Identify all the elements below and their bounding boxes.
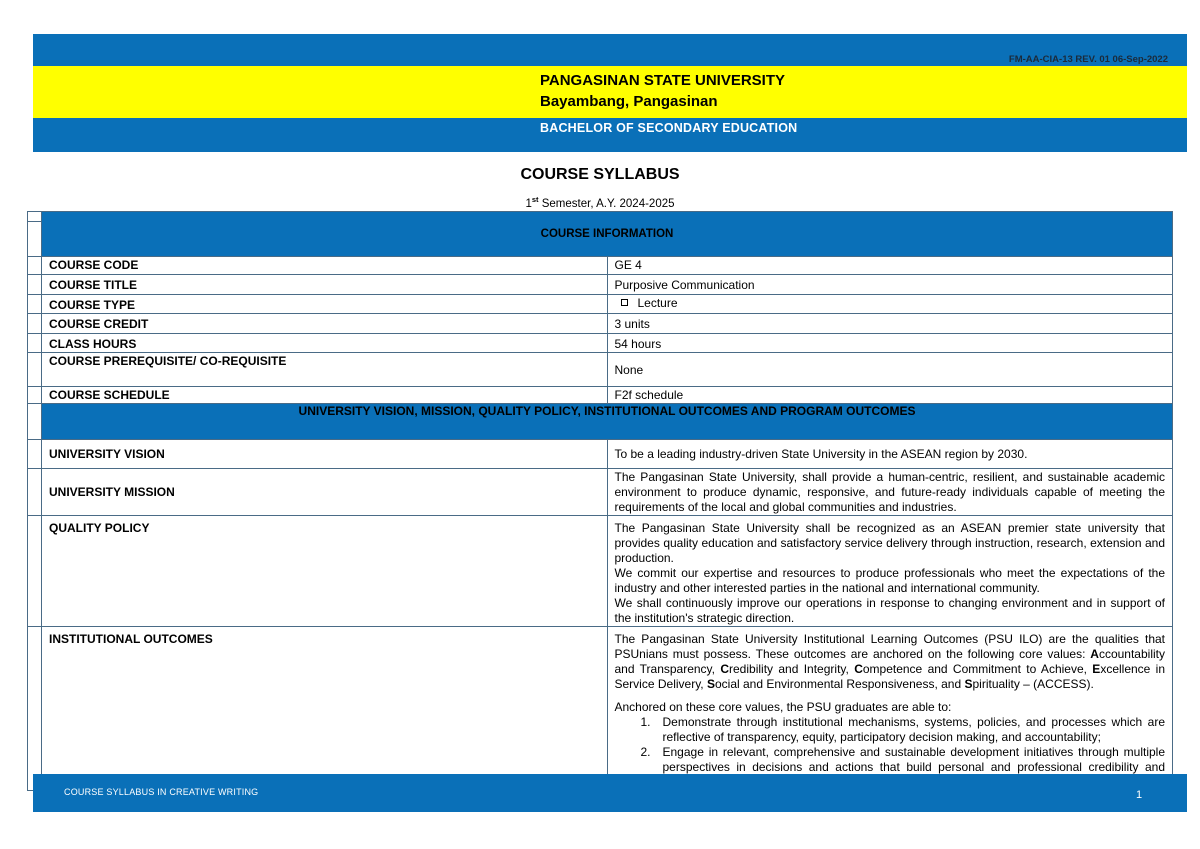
list-item: 2. Engage in relevant, comprehensive and sustainable development initiatives through multiple perspectives in decisions and actions that build personal and professional credibility and	[640, 745, 1165, 774]
vision-text: To be a leading industry-driven State University in the ASEAN region by 2030.	[607, 440, 1173, 469]
row-prerequisite	[28, 353, 1173, 387]
class-hours-value: 54 hours	[607, 334, 1173, 353]
quality-paragraph-1: The Pangasinan State University shall be recognized as an ASEAN premier state university that provides quality education and satisfactory service delivery through instruction, research, extension and production.	[614, 521, 1165, 565]
form-code: FM-AA-CIA-13 REV. 01 06-Sep-2022	[1008, 54, 1168, 65]
spacer-row	[28, 212, 1173, 222]
quality-policy-label: QUALITY POLICY	[42, 516, 608, 627]
prerequisite-value: None	[607, 353, 1173, 387]
checkbox-icon	[621, 299, 628, 306]
row-course-code	[28, 257, 1173, 275]
vmq-heading: UNIVERSITY VISION, MISSION, QUALITY POLICY, INSTITUTIONAL OUTCOMES AND PROGRAM OUTCOMES	[42, 404, 1173, 440]
row-institutional-outcomes	[28, 627, 1173, 791]
semester-number: 1	[525, 197, 532, 210]
prerequisite-label: COURSE PREREQUISITE/ CO-REQUISITE	[42, 353, 608, 387]
row-quality-policy	[28, 516, 1173, 627]
quality-paragraph-3: We shall continuously improve our operations in response to changing environment and in support of the institution's strategic direction.	[614, 596, 1165, 625]
row-course-type	[28, 295, 1173, 314]
row-mission	[28, 469, 1173, 516]
semester-line	[0, 195, 1200, 210]
row-course-schedule	[28, 387, 1173, 404]
footer-title: COURSE SYLLABUS IN CREATIVE WRITING	[64, 787, 259, 797]
mission-label: UNIVERSITY MISSION	[42, 469, 608, 516]
course-info-heading: COURSE INFORMATION	[42, 212, 1173, 257]
list-item: 1. Demonstrate through institutional mechanisms, systems, policies, and processes which are reflective of transparency, equity, participatory decision making, and accountability;	[640, 715, 1165, 744]
quality-policy-text	[607, 516, 1173, 627]
page-number: 1	[1136, 789, 1143, 801]
course-type-value: Lecture	[607, 295, 1173, 314]
syllabus-table	[27, 211, 1173, 791]
vision-label: UNIVERSITY VISION	[42, 440, 608, 469]
course-schedule-value: F2f schedule	[607, 387, 1173, 404]
row-course-credit	[28, 314, 1173, 334]
course-type-label: COURSE TYPE	[42, 295, 608, 314]
course-title-label: COURSE TITLE	[42, 275, 608, 295]
institutional-outcomes-label: INSTITUTIONAL OUTCOMES	[42, 627, 608, 791]
course-code-label: COURSE CODE	[42, 257, 608, 275]
row-class-hours	[28, 334, 1173, 353]
course-schedule-label: COURSE SCHEDULE	[42, 387, 608, 404]
row-vision	[28, 440, 1173, 469]
document-title: COURSE SYLLABUS	[520, 166, 680, 183]
anchored-line: Anchored on these core values, the PSU graduates are able to:	[614, 700, 952, 714]
quality-paragraph-2: We commit our expertise and resources to produce professionals who meet the expectations of the industry and other interested parties in the national and international community.	[614, 566, 1165, 595]
outcomes-intro: The Pangasinan State University Institutional Learning Outcomes (PSU ILO) are the qualities that PSUnians must possess. These outcomes are anchored on the following core values: Accountability and Transparency, Credibility and Integrity, Competence and Commitment to Achieve, Excellence in Service Delivery, Social and Environmental Responsiveness, and Spirituality – (ACCESS).	[614, 632, 1166, 691]
course-title-value: Purposive Communication	[607, 275, 1173, 295]
course-credit-value: 3 units	[607, 314, 1173, 334]
mission-text: The Pangasinan State University, shall provide a human-centric, resilient, and sustainable academic environment to produce dynamic, responsive, and future-ready individuals capable of meeting the requirements of the local and global communities and industries.	[607, 469, 1173, 516]
course-credit-label: COURSE CREDIT	[42, 314, 608, 334]
program-name: BACHELOR OF SECONDARY EDUCATION	[540, 121, 798, 135]
semester-suffix: st	[531, 195, 539, 204]
row-course-title	[28, 275, 1173, 295]
course-code-value: GE 4	[607, 257, 1173, 275]
vmq-heading-row	[28, 404, 1173, 440]
semester-text: Semester, A.Y. 2024-2025	[538, 197, 675, 210]
university-location: Bayambang, Pangasinan	[540, 93, 718, 110]
university-name: PANGASINAN STATE UNIVERSITY	[540, 72, 786, 89]
institutional-outcomes-text	[607, 627, 1173, 791]
class-hours-label: CLASS HOURS	[42, 334, 608, 353]
